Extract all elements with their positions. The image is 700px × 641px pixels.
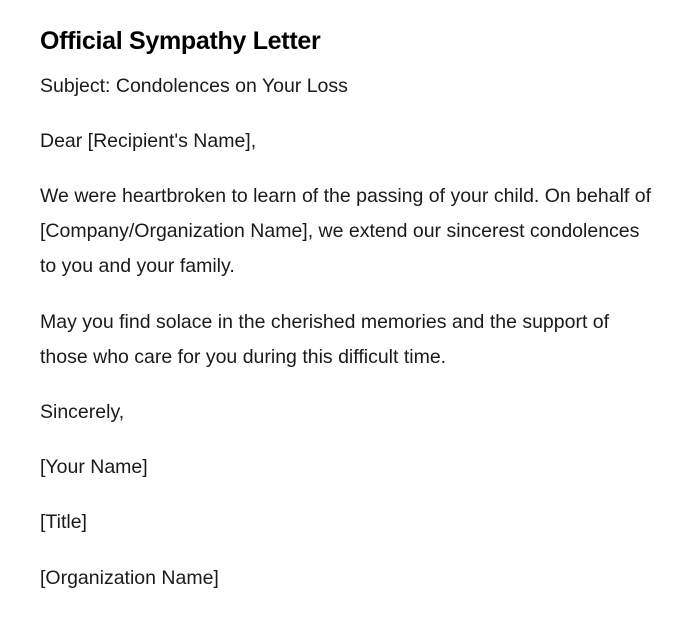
sender-organization: [Organization Name] (40, 567, 219, 589)
letter-title: Official Sympathy Letter (40, 27, 321, 55)
sender-title: [Title] (40, 511, 87, 533)
letter-paragraph-support: May you find solace in the cherished memories and the support of those who care for you during this difficult time. (40, 311, 610, 368)
sender-name: [Your Name] (40, 456, 148, 478)
letter-subject: Subject: Condolences on Your Loss (40, 75, 348, 97)
letter-closing: Sincerely, (40, 401, 125, 423)
letter-greeting: Dear [Recipient's Name], (40, 130, 257, 152)
letter-paragraph-condolence: We were heartbroken to learn of the passing of your child. On behalf of [Company/Organization Name], we extend our sincerest condolences to you and your family. (40, 185, 651, 277)
